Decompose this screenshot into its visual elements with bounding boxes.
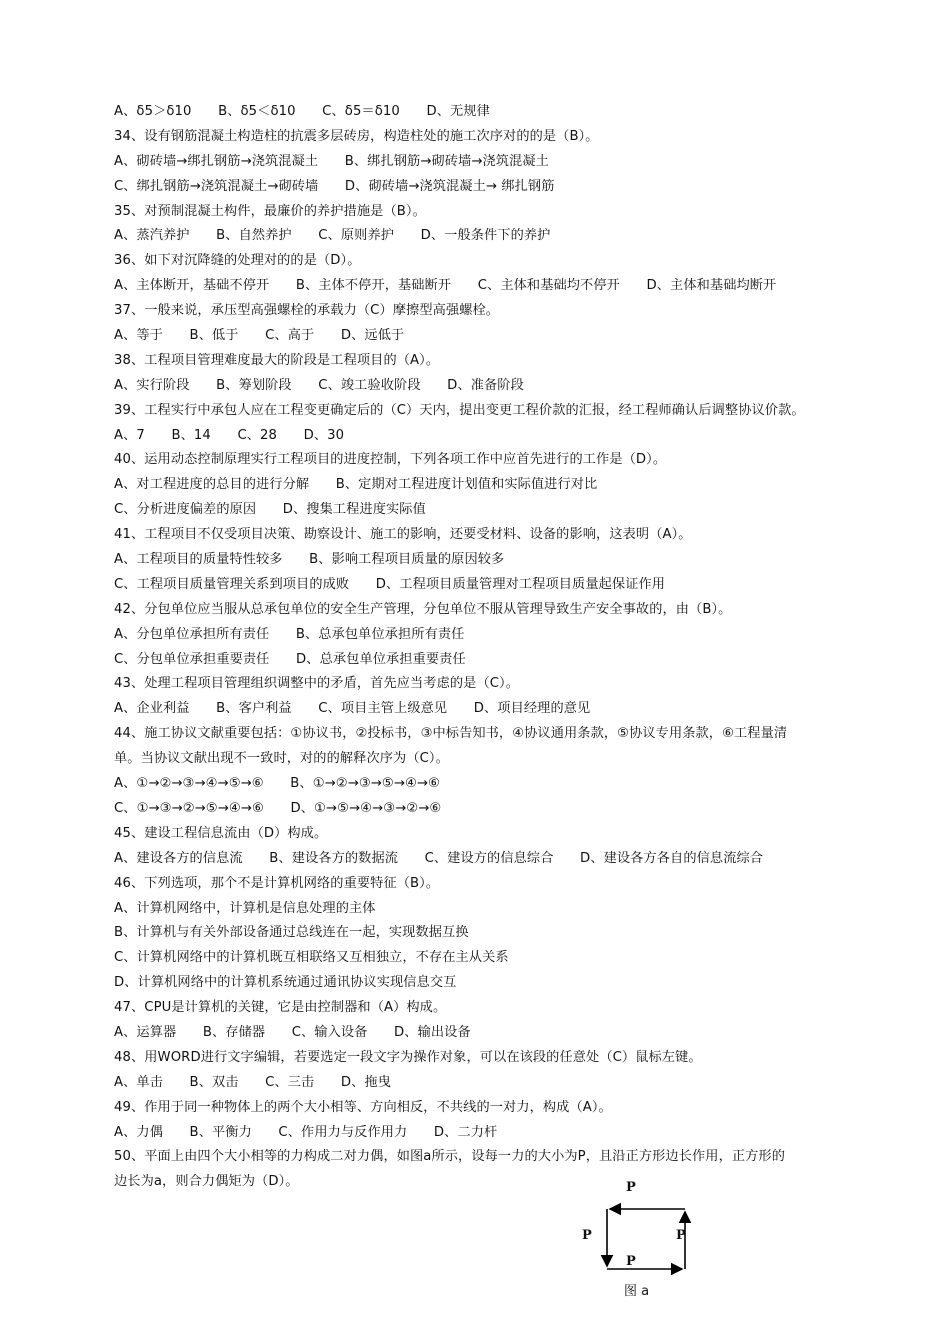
text-line: C、绑扎钢筋→浇筑混凝土→砌砖墙 D、砌砖墙→浇筑混凝土→ 绑扎钢筋 <box>114 178 555 194</box>
text-line: 36、如下对沉降缝的处理对的的是（D）。 <box>114 253 361 269</box>
text-line: A、蒸汽养护 B、自然养护 C、原则养护 D、一般条件下的养护 <box>114 228 551 244</box>
text-line: A、实行阶段 B、筹划阶段 C、竣工验收阶段 D、准备阶段 <box>114 377 524 393</box>
text-line: 42、分包单位应当服从总承包单位的安全生产管理，分包单位不服从管理导致生产安全事故的，由（B）。 <box>114 601 732 617</box>
text-line: A、工程项目的质量特性较多 B、影响工程项目质量的原因较多 <box>114 552 505 568</box>
force-couple-figure <box>572 1176 702 1300</box>
text-line: 34、设有钢筋混凝土构造柱的抗震多层砖房，构造柱处的施工次序对的的是（B）。 <box>114 128 599 144</box>
text-line: A、企业利益 B、客户利益 C、项目主管上级意见 D、项目经理的意见 <box>114 701 591 717</box>
bottom-force-label: P <box>626 1254 636 1269</box>
text-line: 48、用WORD进行文字编辑，若要选定一段文字为操作对象，可以在该段的任意处（C）鼠标左键。 <box>114 1049 702 1065</box>
text-line: A、主体断开，基础不停开 B、主体不停开，基础断开 C、主体和基础均不停开 D、主体和基础均断开 <box>114 278 777 294</box>
text-line: 40、运用动态控制原理实行工程项目的进度控制，下列各项工作中应首先进行的工作是（D）。 <box>114 452 667 468</box>
text-line: 41、工程项目不仅受项目决策、勘察设计、施工的影响，还要受材料、设备的影响，这表明（A）。 <box>114 527 692 543</box>
text-line: A、①→②→③→④→⑤→⑥ B、①→②→③→⑤→④→⑥ <box>114 776 440 792</box>
text-line: 边长为a，则合力偶矩为（D）。 <box>114 1174 299 1190</box>
text-line: A、7 B、14 C、28 D、30 <box>114 427 345 443</box>
text-line: A、运算器 B、存储器 C、输入设备 D、输出设备 <box>114 1024 471 1040</box>
text-line: D、计算机网络中的计算机系统通过通讯协议实现信息交互 <box>114 975 457 991</box>
text-line: A、砌砖墙→绑扎钢筋→浇筑混凝土 B、绑扎钢筋→砌砖墙→浇筑混凝土 <box>114 153 549 169</box>
text-line: 单。当协议文献出现不一致时，对的的解释次序为（C）。 <box>114 751 449 767</box>
text-line: C、①→③→②→⑤→④→⑥ D、①→⑤→④→③→②→⑥ <box>114 800 442 816</box>
text-line: A、对工程进度的总目的进行分解 B、定期对工程进度计划值和实际值进行对比 <box>114 477 598 493</box>
text-line: A、等于 B、低于 C、高于 D、远低于 <box>114 328 405 344</box>
text-line: 38、工程项目管理难度最大的阶段是工程项目的（A）。 <box>114 352 440 368</box>
question-text-block <box>114 100 854 1195</box>
text-line: 45、建设工程信息流由（D）构成。 <box>114 825 328 841</box>
text-line: C、分包单位承担重要责任 D、总承包单位承担重要责任 <box>114 651 466 667</box>
text-line: 39、工程实行中承包人应在工程变更确定后的（C）天内，提出变更工程价款的汇报，经工程师确认后调整协议价款。 <box>114 402 805 418</box>
text-line: 35、对预制混凝土构件，最廉价的养护措施是（B）。 <box>114 203 426 219</box>
text-line: C、工程项目质量管理关系到项目的成败 D、工程项目质量管理对工程项目质量起保证作用 <box>114 576 666 592</box>
text-line: A、分包单位承担所有责任 B、总承包单位承担所有责任 <box>114 626 465 642</box>
text-line: C、计算机网络中的计算机既互相联络又互相独立，不存在主从关系 <box>114 950 509 966</box>
right-force-label: P <box>676 1228 686 1243</box>
text-line: 49、作用于同一种物体上的两个大小相等、方向相反，不共线的一对力，构成（A）。 <box>114 1099 612 1115</box>
text-line: 44、施工协议文献重要包括：①协议书，②投标书，③中标告知书，④协议通用条款，⑤协议专用条款，⑥工程量清 <box>114 726 788 742</box>
text-line: 50、平面上由四个大小相等的力构成二对力偶，如图a所示，设每一力的大小为P，且沿正方形边长作用，正方形的 <box>114 1149 786 1165</box>
top-force-label: P <box>626 1180 636 1195</box>
text-line: B、计算机与有关外部设备通过总线连在一起，实现数据互换 <box>114 925 469 941</box>
text-line: 37、一般来说，承压型高强螺栓的承载力（C）摩擦型高强螺栓。 <box>114 303 500 319</box>
text-line: 43、处理工程项目管理组织调整中的矛盾，首先应当考虑的是（C）。 <box>114 676 520 692</box>
text-line: 46、下列选项，那个不是计算机网络的重要特征（B）。 <box>114 875 440 891</box>
text-line: A、力偶 B、平衡力 C、作用力与反作用力 D、二力杆 <box>114 1124 498 1140</box>
text-line: 47、CPU是计算机的关键，它是由控制器和（A）构成。 <box>114 1000 447 1016</box>
text-line: A、计算机网络中，计算机是信息处理的主体 <box>114 900 376 916</box>
figure-caption: 图 a <box>624 1284 650 1299</box>
text-line: A、δ5＞δ10 B、δ5＜δ10 C、δ5＝δ10 D、无规律 <box>114 104 490 119</box>
text-line: A、建设各方的信息流 B、建设各方的数据流 C、建设方的信息综合 D、建设各方各自的信息流综合 <box>114 850 764 866</box>
text-line: C、分析进度偏差的原因 D、搜集工程进度实际值 <box>114 502 426 518</box>
text-line: A、单击 B、双击 C、三击 D、拖曳 <box>114 1074 392 1090</box>
left-force-label: P <box>582 1228 592 1243</box>
